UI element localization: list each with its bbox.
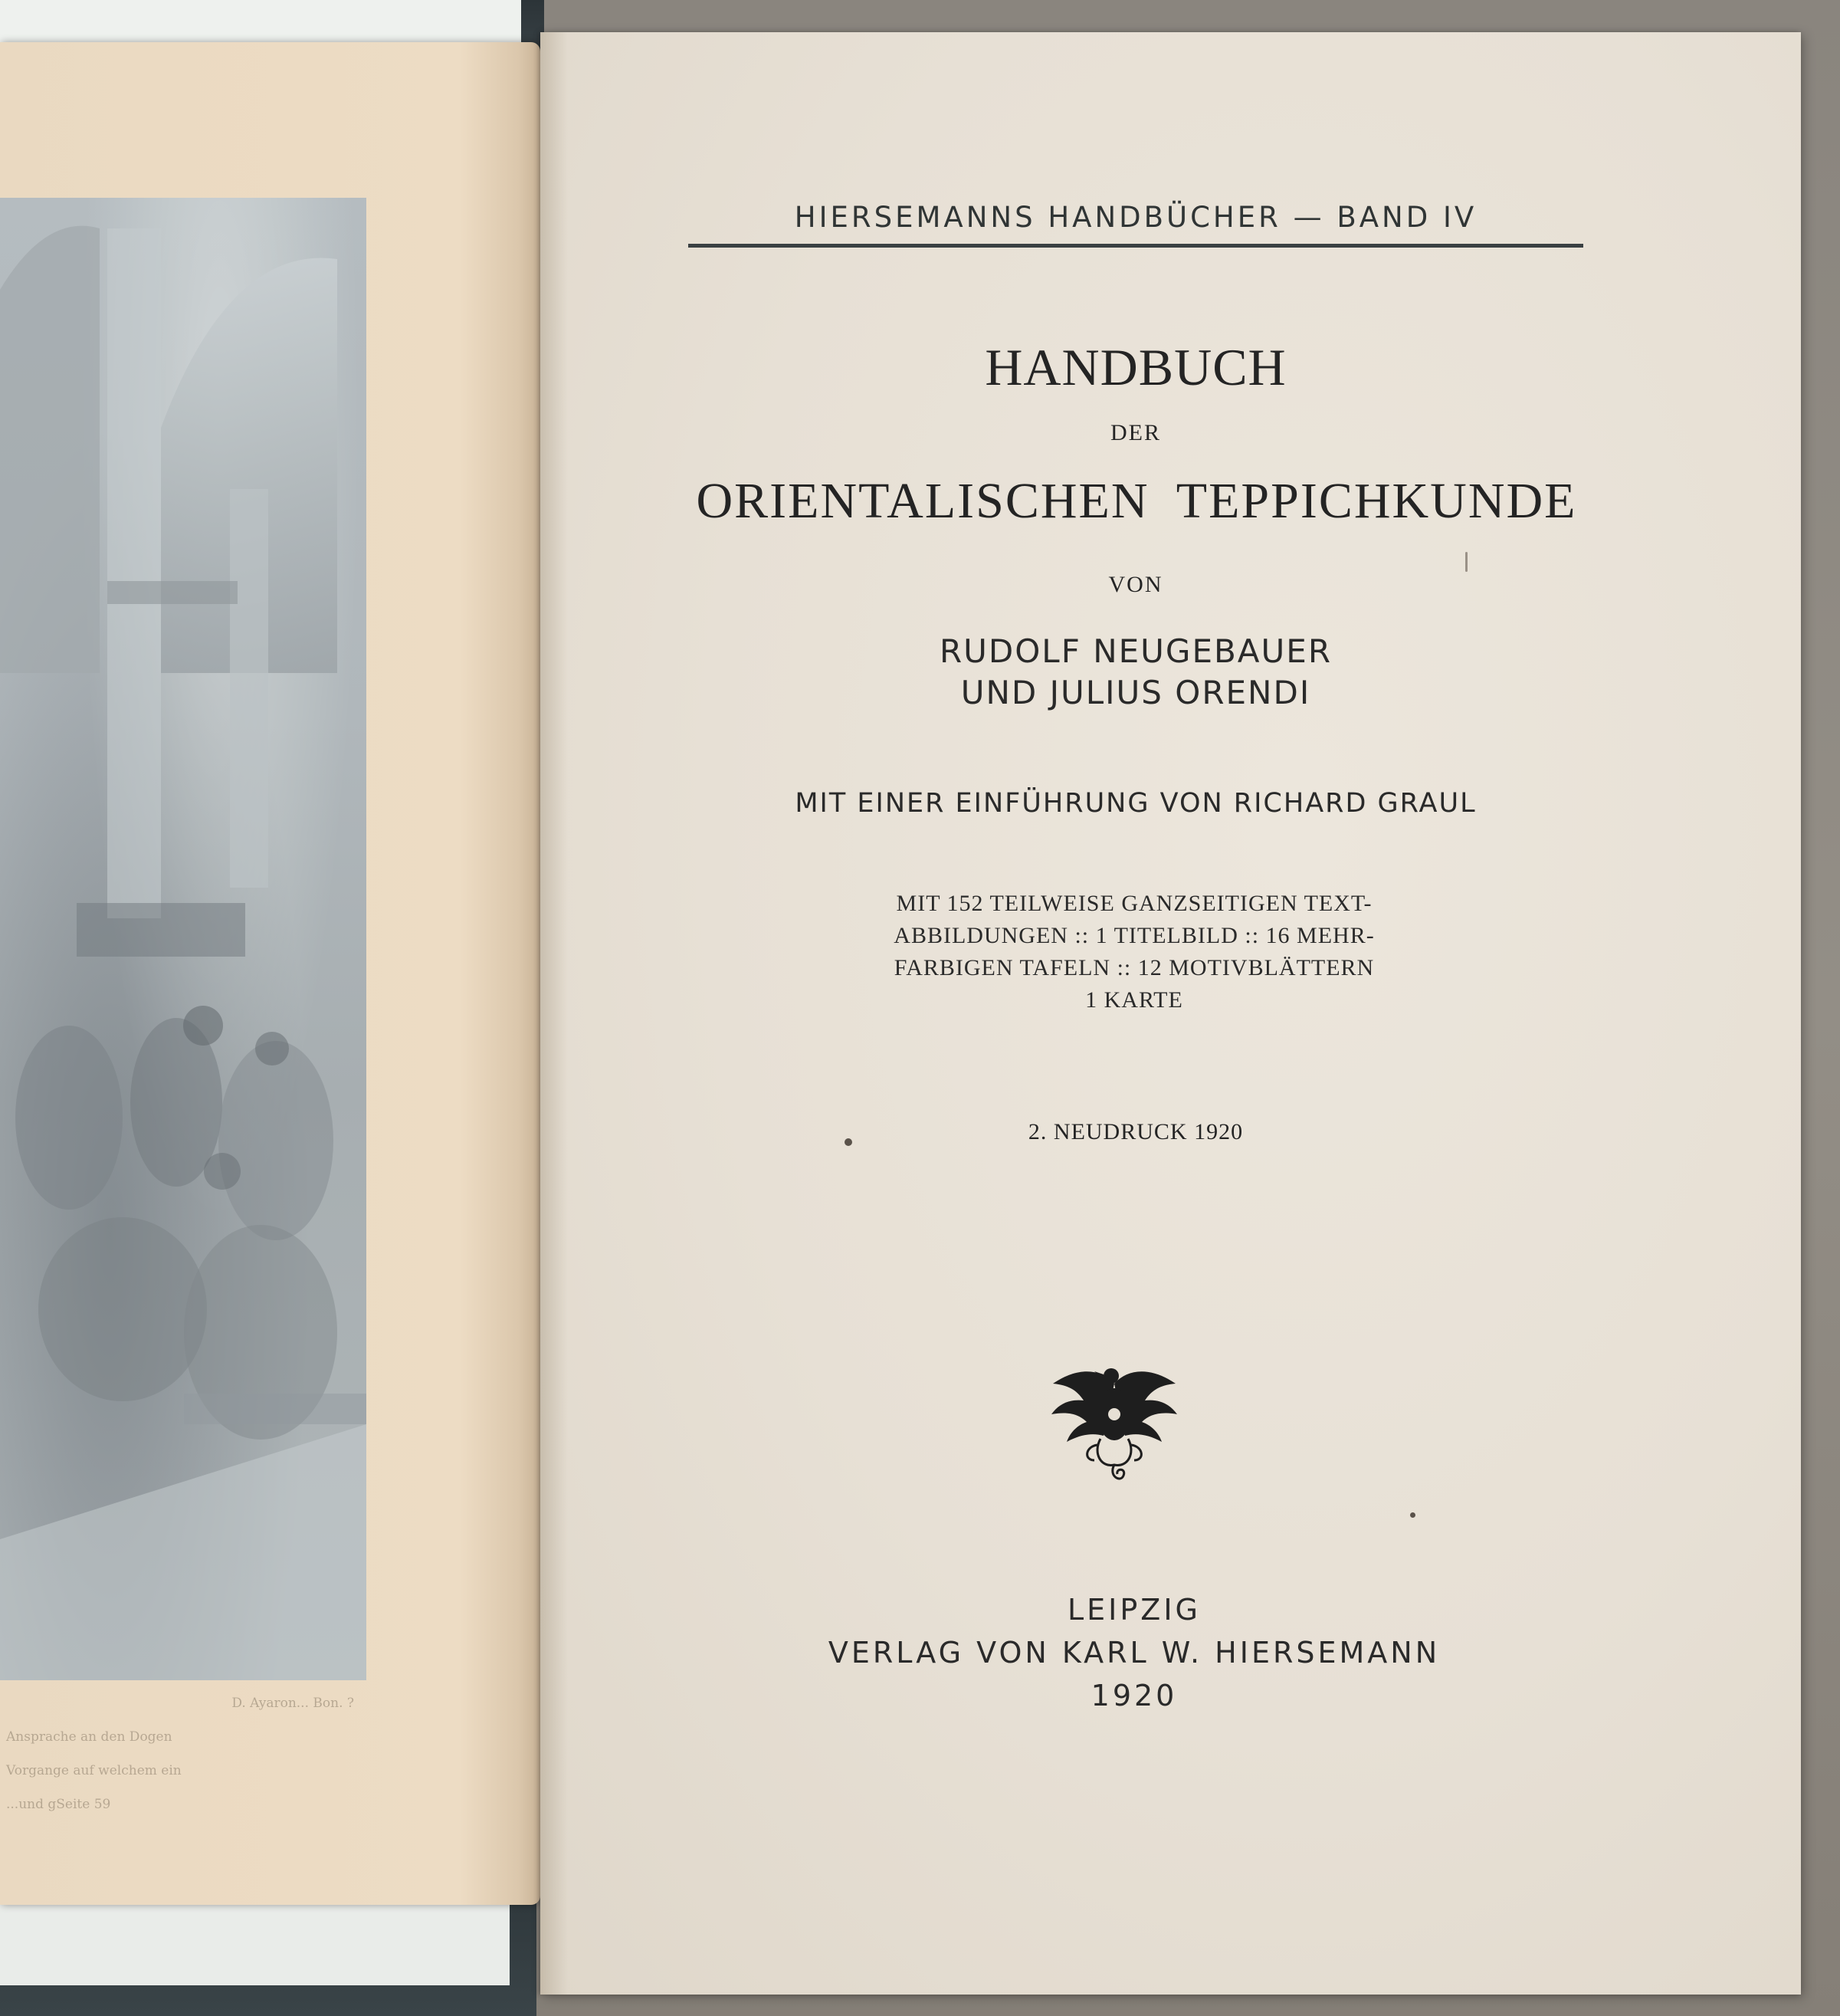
endpaper-bottom	[0, 1893, 510, 1985]
imprint-block	[736, 1588, 1533, 1717]
byline-von: VON	[1108, 572, 1163, 597]
frontispiece-engraving	[0, 198, 366, 1680]
title-connector: DER	[1110, 420, 1161, 445]
series-heading: HIERSEMANNS HANDBÜCHER — BAND IV	[794, 201, 1478, 234]
page-gutter-shadow	[540, 32, 568, 1995]
illustrations-line: 1 KARTE	[1085, 987, 1183, 1013]
authors-block	[835, 631, 1436, 714]
introduction-credit: MIT EINER EINFÜHRUNG VON RICHARD GRAUL	[795, 788, 1477, 819]
author-name: UND JULIUS ORENDI	[960, 674, 1311, 711]
illustrations-line: MIT 152 TEILWEISE GANZSEITIGEN TEXT-	[896, 891, 1373, 916]
imprint-place: LEIPZIG	[1068, 1593, 1201, 1627]
imprint-year: 1920	[1091, 1679, 1178, 1712]
illustrations-line: ABBILDUNGEN :: 1 TITELBILD :: 16 MEHR-	[894, 923, 1375, 948]
author-name: RUDOLF NEUGEBAUER	[939, 632, 1333, 670]
paper-speck	[1465, 552, 1468, 572]
caption-line: ...und gSeite 59	[6, 1797, 111, 1812]
paper-speck	[1410, 1512, 1415, 1518]
frontispiece-caption	[0, 1686, 360, 1821]
imprint-publisher: VERLAG VON KARL W. HIERSEMANN	[828, 1636, 1441, 1670]
series-rule	[688, 244, 1583, 248]
caption-line: D. Ayaron... Bon. ?	[231, 1696, 354, 1711]
edition-note: 2. NEUDRUCK 1920	[1028, 1119, 1244, 1144]
eagle-printer-device-icon	[1047, 1353, 1182, 1491]
title-line-handbuch: HANDBUCH	[985, 338, 1287, 396]
illustrations-note	[820, 888, 1448, 1016]
title-line-main: ORIENTALISCHEN TEPPICHKUNDE	[696, 473, 1577, 529]
illustrations-line: FARBIGEN TAFELN :: 12 MOTIVBLÄTTERN	[894, 955, 1375, 980]
caption-line: Vorgange auf welchem ein	[6, 1763, 182, 1778]
paper-speck	[845, 1138, 852, 1146]
caption-line: Ansprache an den Dogen	[6, 1729, 172, 1745]
frontispiece-plate-image	[0, 198, 366, 1680]
